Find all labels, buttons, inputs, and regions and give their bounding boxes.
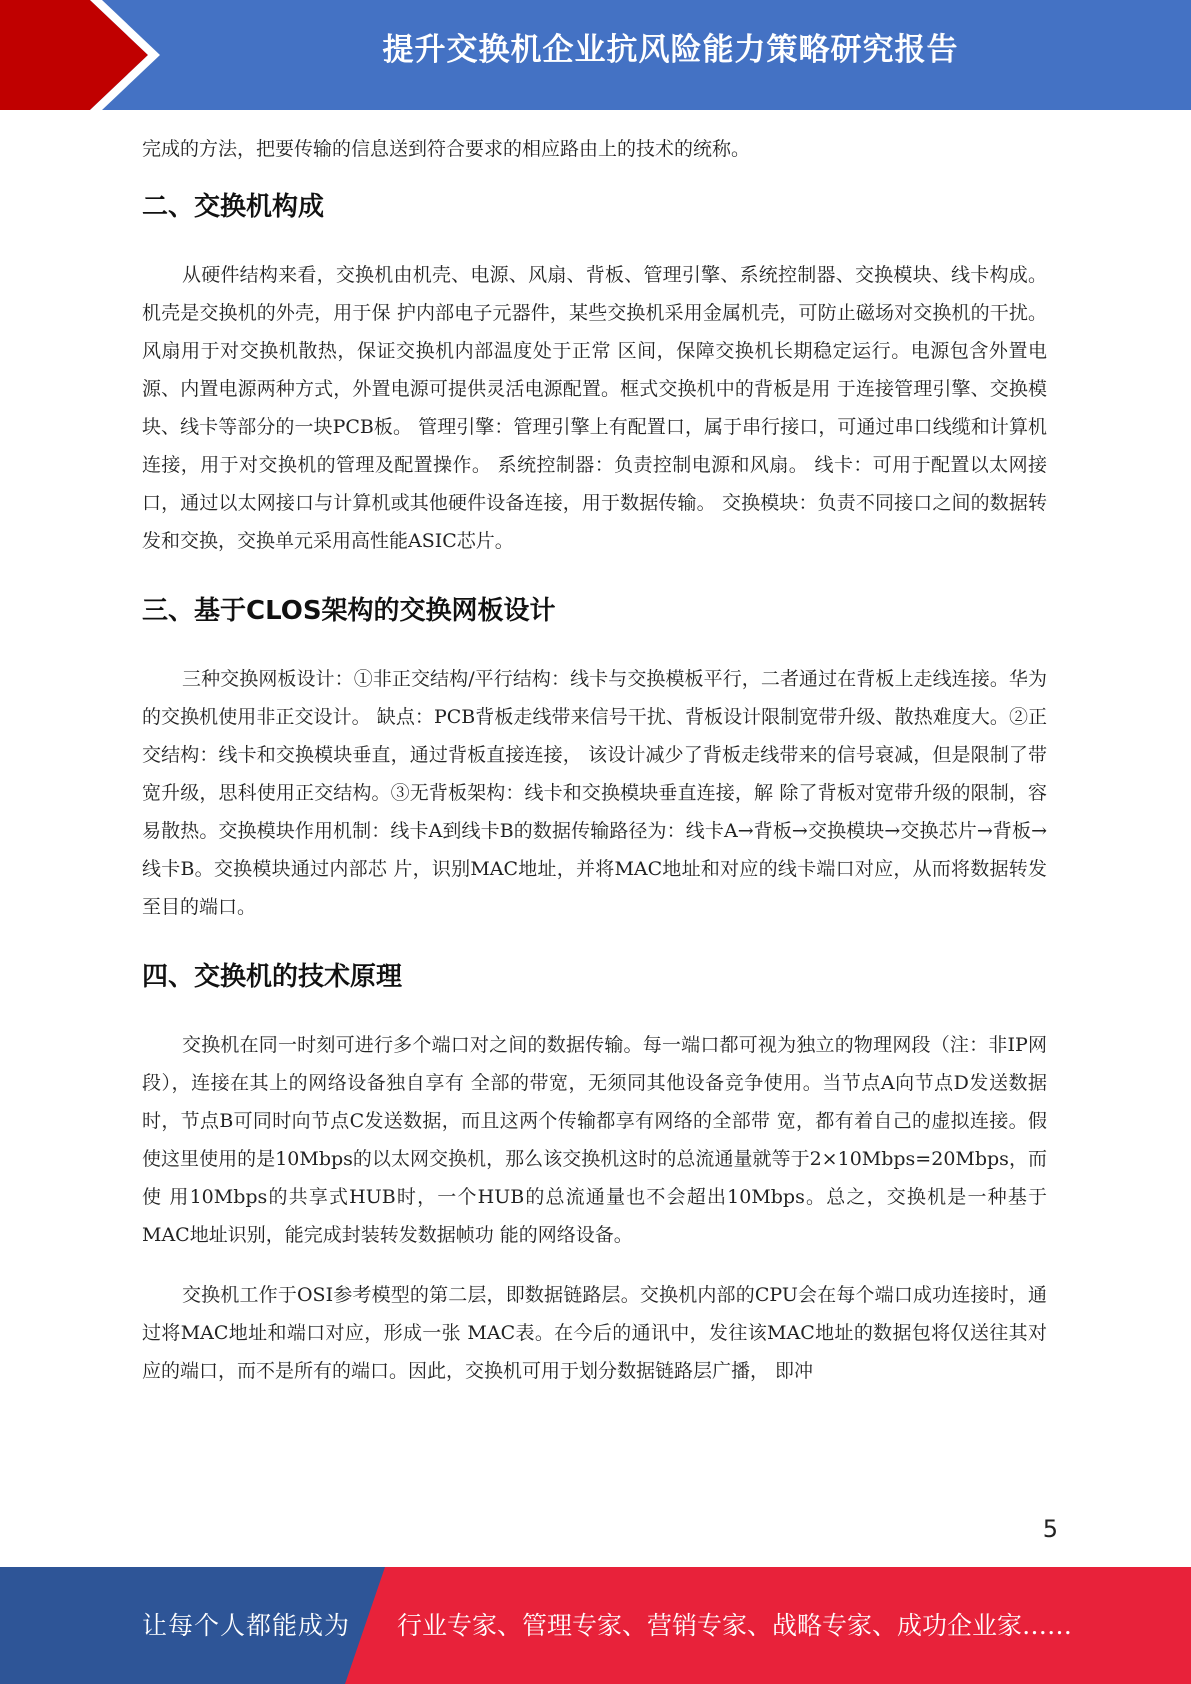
report-title: 提升交换机企业抗风险能力策略研究报告 — [382, 32, 959, 68]
header-red-chevron — [0, 0, 148, 110]
section-heading-composition: 二、交换机构成 — [142, 192, 325, 222]
page-header — [0, 0, 1191, 110]
paragraph-principle-1: 交换机在同一时刻可进行多个端口对之间的数据传输。每一端口都可视为独立的物理网段（注：非IP网段），连接在其上的网络设备独自享有 全部的带宽，无须同其他设备竞争使用。当节点A向节点D发送数据时，节点B可同时向节点C发送数据，而且这两个传输都享有网络的全部带 宽，都有着自己的虚拟连接。假使这里使用的是10Mbps的以太网交换机，那么该交换机这时的总流通量就等于2×10Mbps=20Mbps，而使 用10Mbps的共享式HUB时，一个HUB的总流通量也不会超出10Mbps。总之，交换机是一种基于MAC地址识别，能完成封装转发数据帧功 能的网络设备。 — [142, 1034, 1047, 1246]
page-footer — [0, 1567, 1191, 1684]
page-number: 5 — [1042, 1515, 1058, 1543]
footer-slogan-left: 让每个人都能成为 — [142, 1611, 351, 1640]
continued-paragraph: 完成的方法，把要传输的信息送到符合要求的相应路由上的技术的统称。 — [142, 138, 751, 160]
section-heading-principle: 四、交换机的技术原理 — [142, 962, 403, 992]
header-chevron-decoration — [0, 0, 160, 110]
document-body — [142, 130, 1047, 1390]
footer-slogan-right: 行业专家、管理专家、营销专家、战略专家、成功企业家…… — [397, 1611, 1073, 1640]
paragraph-clos: 三种交换网板设计：①非正交结构/平行结构：线卡与交换模板平行，二者通过在背板上走线连接。华为的交换机使用非正交设计。 缺点：PCB背板走线带来信号干扰、背板设计限制宽带升级、散热难度大。②正交结构：线卡和交换模块垂直，通过背板直接连接， 该设计减少了背板走线带来的信号衰减，但是限制了带宽升级，思科使用正交结构。③无背板架构：线卡和交换模块垂直连接，解 除了背板对宽带升级的限制，容易散热。交换模块作用机制：线卡A到线卡B的数据传输路径为：线卡A→背板→交换模块→交换芯片→背板→线卡B。交换模块通过内部芯 片，识别MAC地址，并将MAC地址和对应的线卡端口对应，从而将数据转发至目的端口。 — [142, 668, 1047, 918]
paragraph-composition: 从硬件结构来看，交换机由机壳、电源、风扇、背板、管理引擎、系统控制器、交换模块、线卡构成。机壳是交换机的外壳，用于保 护内部电子元器件，某些交换机采用金属机壳，可防止磁场对交换机的干扰。风扇用于对交换机散热，保证交换机内部温度处于正常 区间，保障交换机长期稳定运行。电源包含外置电源、内置电源两种方式，外置电源可提供灵活电源配置。框式交换机中的背板是用 于连接管理引擎、交换模块、线卡等部分的一块PCB板。 管理引擎：管理引擎上有配置口，属于串行接口，可通过串口线缆和计算机连接，用于对交换机的管理及配置操作。 系统控制器：负责控制电源和风扇。 线卡：可用于配置以太网接口，通过以太网接口与计算机或其他硬件设备连接，用于数据传输。 交换模块：负责不同接口之间的数据转发和交换，交换单元采用高性能ASIC芯片。 — [142, 264, 1047, 552]
section-heading-clos: 三、基于CLOS架构的交换网板设计 — [142, 596, 556, 626]
paragraph-principle-2: 交换机工作于OSI参考模型的第二层，即数据链路层。交换机内部的CPU会在每个端口成功连接时，通过将MAC地址和端口对应，形成一张 MAC表。在今后的通讯中，发往该MAC地址的数据包将仅送往其对应的端口，而不是所有的端口。因此，交换机可用于划分数据链路层广播， 即冲 — [142, 1284, 1047, 1382]
